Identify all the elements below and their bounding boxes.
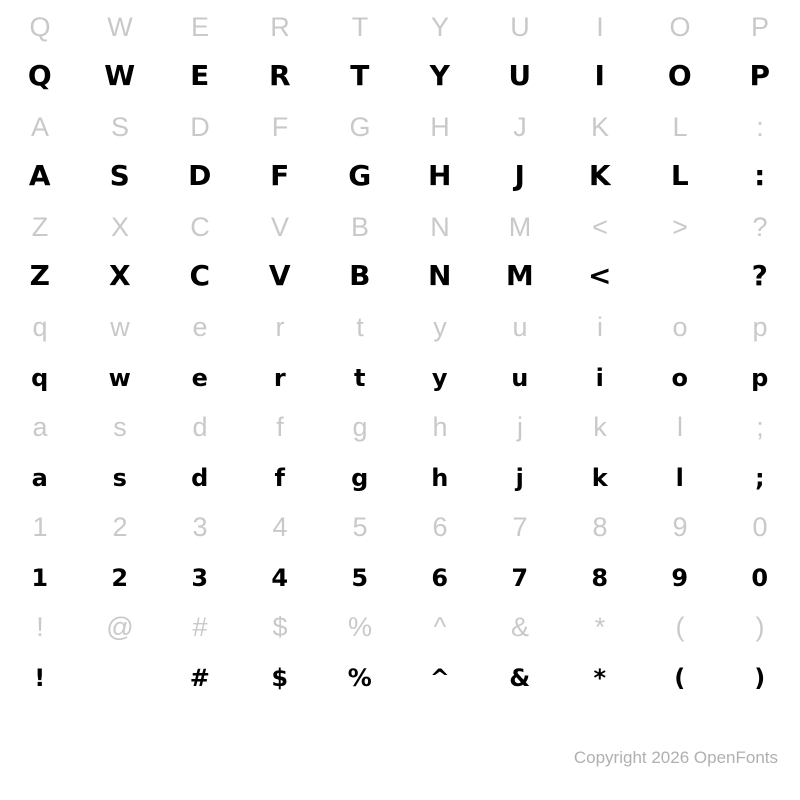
sample-glyph: t bbox=[354, 364, 366, 392]
sample-glyph-row bbox=[0, 454, 800, 504]
reference-glyph: 1 bbox=[32, 512, 48, 542]
reference-glyph: @ bbox=[106, 612, 134, 642]
reference-glyph: J bbox=[513, 112, 527, 142]
sample-glyph-row bbox=[0, 254, 800, 304]
sample-glyph: Q bbox=[27, 59, 53, 92]
sample-glyph: $ bbox=[271, 664, 289, 692]
reference-glyph: d bbox=[192, 412, 208, 442]
sample-glyph: l bbox=[675, 464, 685, 492]
sample-glyph: Y bbox=[429, 59, 451, 92]
sample-glyph-row bbox=[0, 554, 800, 604]
reference-glyph: # bbox=[192, 612, 208, 642]
sample-glyph: R bbox=[268, 59, 292, 92]
reference-glyph: C bbox=[190, 212, 210, 242]
reference-glyph: R bbox=[270, 12, 290, 42]
sample-glyph: ? bbox=[751, 259, 769, 292]
reference-glyph: 8 bbox=[592, 512, 608, 542]
reference-glyph: y bbox=[433, 312, 447, 342]
reference-glyph: h bbox=[432, 412, 448, 442]
sample-glyph: N bbox=[428, 259, 452, 292]
sample-glyph: y bbox=[431, 364, 449, 392]
reference-glyph: > bbox=[672, 212, 688, 242]
reference-glyph: 5 bbox=[352, 512, 368, 542]
sample-glyph: V bbox=[268, 259, 292, 292]
sample-glyph: Z bbox=[29, 259, 51, 292]
reference-glyph: ; bbox=[756, 412, 764, 442]
sample-glyph: j bbox=[515, 464, 525, 492]
sample-glyph-row bbox=[0, 354, 800, 404]
reference-glyph-row bbox=[0, 204, 800, 254]
sample-glyph: P bbox=[749, 59, 771, 92]
reference-glyph: q bbox=[32, 312, 48, 342]
sample-glyph: ! bbox=[34, 664, 46, 692]
sample-glyph: U bbox=[508, 59, 532, 92]
sample-glyph: M bbox=[505, 259, 535, 292]
sample-glyph-row bbox=[0, 54, 800, 104]
sample-glyph: B bbox=[349, 259, 371, 292]
reference-glyph: u bbox=[512, 312, 528, 342]
sample-glyph: ; bbox=[754, 464, 766, 492]
sample-glyph: L bbox=[670, 159, 690, 192]
reference-glyph-row bbox=[0, 104, 800, 154]
reference-glyph-row bbox=[0, 504, 800, 554]
reference-glyph: P bbox=[750, 12, 769, 42]
sample-glyph: T bbox=[350, 59, 370, 92]
reference-glyph-row bbox=[0, 604, 800, 654]
reference-glyph: I bbox=[596, 12, 604, 42]
sample-glyph: p bbox=[751, 364, 769, 392]
reference-glyph: i bbox=[597, 312, 603, 342]
sample-glyph: f bbox=[274, 464, 286, 492]
reference-glyph: & bbox=[510, 612, 529, 642]
sample-glyph-row bbox=[0, 154, 800, 204]
reference-glyph: l bbox=[677, 412, 683, 442]
reference-glyph: G bbox=[349, 112, 371, 142]
reference-glyph: ) bbox=[755, 612, 765, 642]
copyright-notice: Copyright 2026 OpenFonts bbox=[573, 748, 778, 767]
reference-glyph: ! bbox=[36, 612, 44, 642]
sample-glyph: ( bbox=[674, 664, 686, 692]
reference-glyph: T bbox=[351, 12, 369, 42]
sample-glyph: s bbox=[112, 464, 128, 492]
sample-glyph: D bbox=[188, 159, 212, 192]
reference-glyph: 0 bbox=[752, 512, 768, 542]
sample-glyph: E bbox=[190, 59, 210, 92]
reference-glyph: S bbox=[110, 112, 129, 142]
sample-glyph: & bbox=[509, 664, 531, 692]
reference-glyph: * bbox=[594, 612, 606, 642]
reference-glyph: X bbox=[110, 212, 129, 242]
reference-glyph: $ bbox=[272, 612, 288, 642]
sample-glyph: A bbox=[28, 159, 52, 192]
sample-glyph: S bbox=[109, 159, 131, 192]
sample-glyph: W bbox=[104, 59, 136, 92]
reference-glyph: F bbox=[271, 112, 289, 142]
reference-glyph: N bbox=[430, 212, 450, 242]
sample-glyph: 7 bbox=[511, 564, 529, 592]
sample-glyph-row bbox=[0, 654, 800, 704]
sample-glyph: G bbox=[348, 159, 372, 192]
reference-glyph: ? bbox=[752, 212, 768, 242]
reference-glyph: w bbox=[110, 312, 130, 342]
reference-glyph: U bbox=[510, 12, 530, 42]
reference-glyph: ( bbox=[675, 612, 685, 642]
sample-glyph: K bbox=[588, 159, 612, 192]
reference-glyph: D bbox=[190, 112, 210, 142]
reference-glyph: e bbox=[192, 312, 208, 342]
sample-glyph bbox=[80, 654, 160, 704]
sample-glyph: 8 bbox=[591, 564, 609, 592]
reference-glyph: M bbox=[508, 212, 532, 242]
sample-glyph: X bbox=[108, 259, 132, 292]
sample-glyph: e bbox=[191, 364, 209, 392]
reference-glyph: ^ bbox=[433, 612, 447, 642]
reference-glyph: V bbox=[270, 212, 289, 242]
sample-glyph: ^ bbox=[429, 664, 451, 692]
sample-glyph: J bbox=[514, 159, 526, 192]
reference-glyph: W bbox=[107, 12, 133, 42]
reference-glyph: Q bbox=[29, 12, 51, 42]
sample-glyph: q bbox=[31, 364, 49, 392]
reference-glyph: L bbox=[672, 112, 688, 142]
sample-glyph: i bbox=[595, 364, 605, 392]
reference-glyph: : bbox=[756, 112, 764, 142]
reference-glyph: t bbox=[356, 312, 364, 342]
reference-glyph: 9 bbox=[672, 512, 688, 542]
reference-glyph: O bbox=[669, 12, 691, 42]
sample-glyph: % bbox=[347, 664, 373, 692]
sample-glyph: 9 bbox=[671, 564, 689, 592]
reference-glyph: 7 bbox=[512, 512, 528, 542]
sample-glyph: C bbox=[189, 259, 211, 292]
sample-glyph: 3 bbox=[191, 564, 209, 592]
sample-glyph: : bbox=[754, 159, 766, 192]
sample-glyph: 0 bbox=[751, 564, 769, 592]
reference-glyph: E bbox=[190, 12, 209, 42]
reference-glyph: 6 bbox=[432, 512, 448, 542]
reference-glyph: < bbox=[592, 212, 608, 242]
sample-glyph: 5 bbox=[351, 564, 369, 592]
reference-glyph: r bbox=[275, 312, 285, 342]
sample-glyph: h bbox=[431, 464, 449, 492]
sample-glyph bbox=[640, 254, 720, 304]
reference-glyph: k bbox=[593, 412, 607, 442]
reference-glyph: Y bbox=[430, 12, 449, 42]
reference-glyph: H bbox=[430, 112, 450, 142]
reference-glyph-row bbox=[0, 404, 800, 454]
reference-glyph: K bbox=[590, 112, 609, 142]
reference-glyph: a bbox=[32, 412, 48, 442]
reference-glyph: 3 bbox=[192, 512, 208, 542]
reference-glyph: % bbox=[347, 612, 372, 642]
sample-glyph: 1 bbox=[31, 564, 49, 592]
reference-glyph: s bbox=[113, 412, 127, 442]
reference-glyph: g bbox=[352, 412, 368, 442]
sample-glyph: w bbox=[108, 364, 132, 392]
sample-glyph: 6 bbox=[431, 564, 449, 592]
sample-glyph: k bbox=[591, 464, 609, 492]
sample-glyph: # bbox=[189, 664, 211, 692]
reference-glyph: 4 bbox=[272, 512, 288, 542]
sample-glyph: g bbox=[351, 464, 369, 492]
sample-glyph: F bbox=[270, 159, 290, 192]
sample-glyph: a bbox=[31, 464, 49, 492]
sample-glyph: o bbox=[671, 364, 689, 392]
reference-glyph: 2 bbox=[112, 512, 128, 542]
reference-glyph: A bbox=[30, 112, 49, 142]
reference-glyph: p bbox=[752, 312, 768, 342]
reference-glyph-row bbox=[0, 4, 800, 54]
sample-glyph: r bbox=[273, 364, 287, 392]
sample-glyph: ) bbox=[754, 664, 766, 692]
sample-glyph: H bbox=[428, 159, 452, 192]
sample-glyph: 2 bbox=[111, 564, 129, 592]
reference-glyph: B bbox=[350, 212, 369, 242]
reference-glyph: j bbox=[517, 412, 523, 442]
reference-glyph: o bbox=[672, 312, 688, 342]
reference-glyph: f bbox=[276, 412, 284, 442]
sample-glyph: O bbox=[667, 59, 693, 92]
sample-glyph: 4 bbox=[271, 564, 289, 592]
sample-glyph: d bbox=[191, 464, 209, 492]
sample-glyph: * bbox=[593, 664, 607, 692]
sample-glyph: < bbox=[588, 259, 612, 292]
reference-glyph-row bbox=[0, 304, 800, 354]
sample-glyph: I bbox=[594, 59, 606, 92]
sample-glyph: u bbox=[511, 364, 529, 392]
reference-glyph: Z bbox=[31, 212, 49, 242]
